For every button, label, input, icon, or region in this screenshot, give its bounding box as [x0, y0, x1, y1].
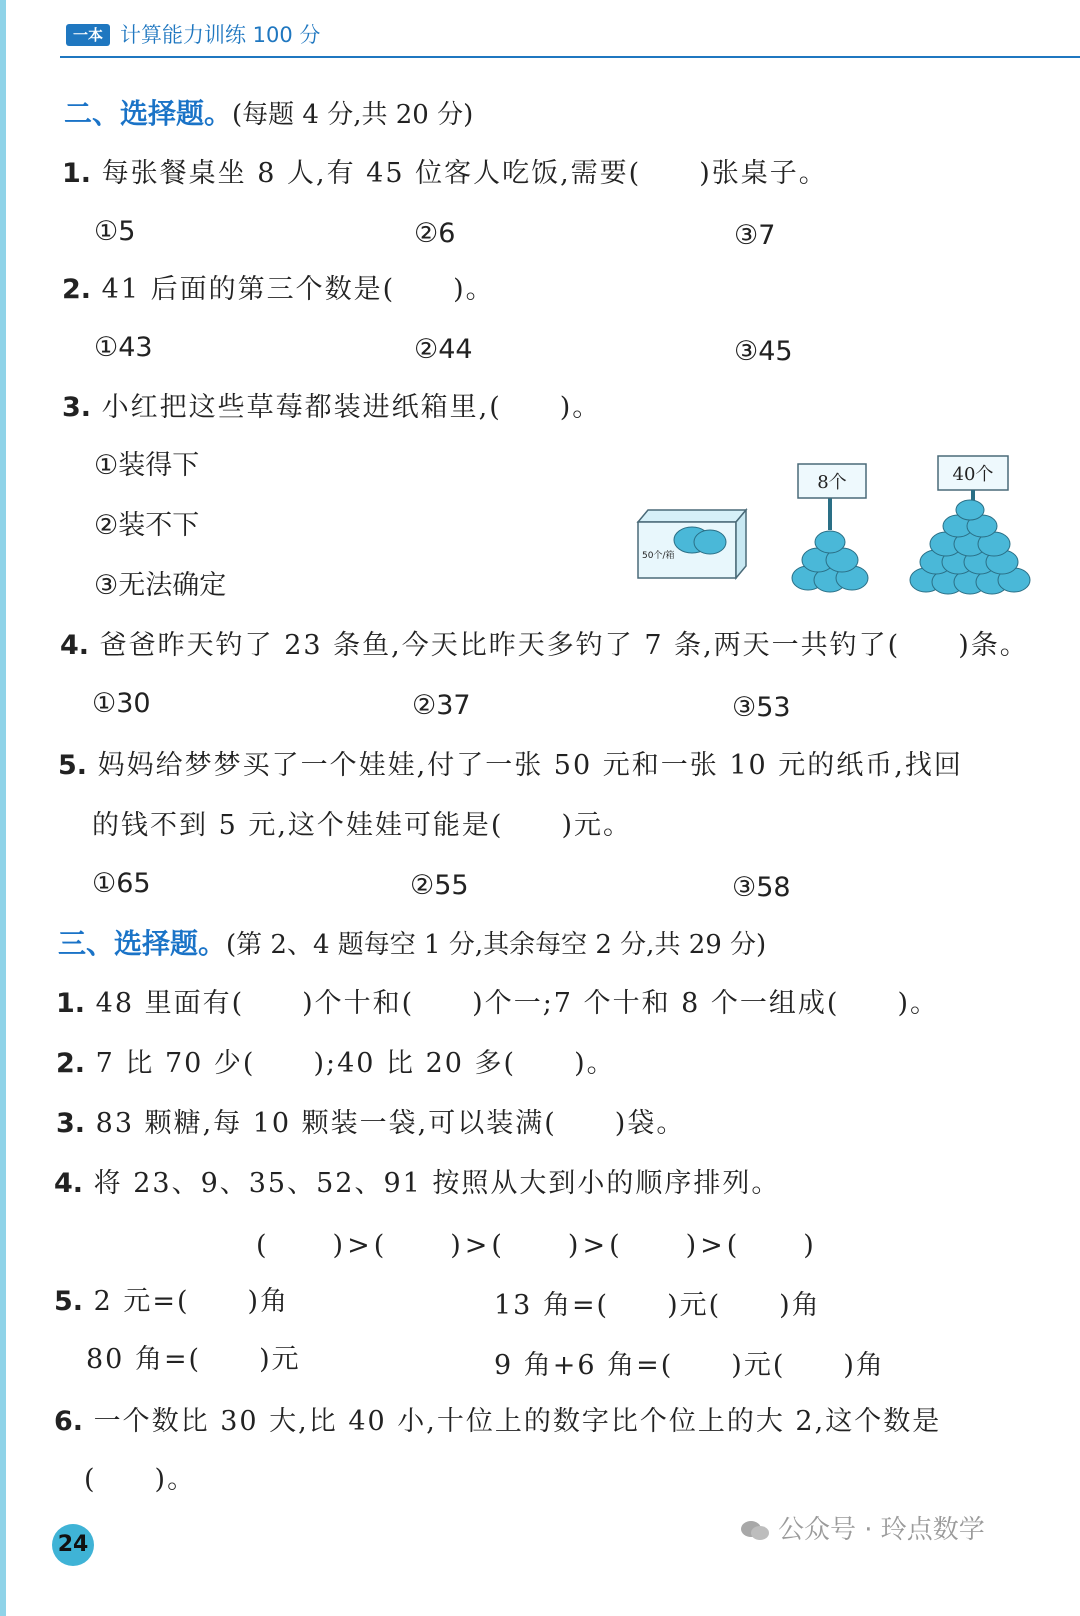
question-number: 5. [54, 1286, 84, 1317]
question-3-5 [54, 1284, 289, 1320]
question-3-6-continued: ( )。 [84, 1464, 197, 1495]
header-rule [60, 56, 1080, 58]
section-2-heading [64, 96, 473, 133]
series-tag: 一本 [66, 24, 110, 46]
question-2-4 [60, 628, 1029, 664]
option[interactable]: ②55 [410, 870, 469, 901]
question-number: 3. [62, 392, 92, 423]
page-header [60, 18, 1080, 62]
question-text: 将 23、9、35、52、91 按照从大到小的顺序排列。 [93, 1168, 781, 1199]
option[interactable]: ③7 [734, 220, 776, 251]
option[interactable]: ③53 [732, 692, 791, 723]
question-number: 2. [56, 1048, 86, 1079]
wechat-icon [740, 1519, 770, 1543]
section-2-note: (每题 4 分,共 20 分) [232, 100, 474, 130]
option[interactable]: ③无法确定 [94, 570, 227, 601]
option[interactable]: ③58 [732, 872, 791, 903]
question-number: 5. [58, 750, 88, 781]
watermark-text: 公众号 · 玲点数学 [778, 1515, 985, 1545]
sign-40: 40个 [952, 464, 994, 485]
option[interactable]: ①装得下 [94, 450, 200, 481]
question-2-3 [62, 390, 601, 426]
option[interactable]: ①5 [94, 216, 136, 247]
question-3-2 [56, 1046, 616, 1082]
page-number: 24 [52, 1524, 94, 1566]
sign-8: 8个 [817, 472, 847, 493]
question-3-6 [54, 1404, 941, 1440]
option[interactable]: ②装不下 [94, 510, 200, 541]
question-number: 2. [62, 274, 92, 305]
section-3-note: (第 2、4 题每空 1 分,其余每空 2 分,共 29 分) [226, 930, 767, 960]
question-text: 每张餐桌坐 8 人,有 45 位客人吃饭,需要( )张桌子。 [101, 158, 828, 189]
option[interactable]: ②37 [412, 690, 471, 721]
question-text: 一个数比 30 大,比 40 小,十位上的数字比个位上的大 2,这个数是 [93, 1406, 942, 1437]
option[interactable]: ①43 [94, 332, 153, 363]
page-edge [0, 0, 6, 1616]
question-2-5-continued: 的钱不到 5 元,这个娃娃可能是( )元。 [92, 810, 632, 841]
question-2-1 [62, 156, 828, 192]
question-number: 4. [54, 1168, 84, 1199]
question-2-2 [62, 272, 495, 308]
question-text: 7 比 70 少( );40 比 20 多( )。 [95, 1048, 616, 1079]
conversion-d: 9 角+6 角=( )元( )角 [494, 1350, 885, 1381]
question-text: 48 里面有( )个十和( )个一;7 个十和 8 个一组成( )。 [95, 988, 939, 1019]
question-number: 1. [62, 158, 92, 189]
strawberry-illustration [630, 450, 1050, 610]
question-number: 6. [54, 1406, 84, 1437]
conversion-c: 80 角=( )元 [86, 1344, 301, 1375]
option[interactable]: ②44 [414, 334, 473, 365]
question-text: 小红把这些草莓都装进纸箱里,( )。 [101, 392, 602, 423]
question-number: 4. [60, 630, 90, 661]
section-2-title: 二、选择题。 [64, 97, 233, 130]
question-3-1 [56, 986, 939, 1022]
option[interactable]: ①65 [92, 868, 151, 899]
option[interactable]: ②6 [414, 218, 456, 249]
question-text: 妈妈给梦梦买了一个娃娃,付了一张 50 元和一张 10 元的纸币,找回 [97, 750, 963, 781]
question-3-3 [56, 1106, 685, 1142]
question-3-4 [54, 1166, 780, 1202]
box-label: 50个/箱 [642, 551, 675, 561]
question-number: 1. [56, 988, 86, 1019]
watermark [740, 1512, 985, 1548]
book-title: 计算能力训练 100 分 [120, 23, 321, 47]
option[interactable]: ①30 [92, 688, 151, 719]
section-3-title: 三、选择题。 [58, 927, 227, 960]
ordering-blanks[interactable]: ( )>( )>( )>( )>( ) [256, 1230, 818, 1261]
large-strawberry-pile [910, 456, 1030, 594]
section-3-heading [58, 926, 766, 963]
question-text: 83 颗糖,每 10 颗装一袋,可以装满( )袋。 [95, 1108, 686, 1139]
question-number: 3. [56, 1108, 86, 1139]
carton-box [638, 510, 746, 578]
question-text: 爸爸昨天钓了 23 条鱼,今天比昨天多钓了 7 条,两天一共钓了( )条。 [99, 630, 1029, 661]
question-text: 41 后面的第三个数是( )。 [101, 274, 495, 305]
conversion-a: 2 元=( )角 [93, 1286, 290, 1317]
small-strawberry-pile [792, 464, 868, 592]
option[interactable]: ③45 [734, 336, 793, 367]
conversion-b: 13 角=( )元( )角 [494, 1290, 821, 1321]
question-2-5 [58, 748, 963, 784]
